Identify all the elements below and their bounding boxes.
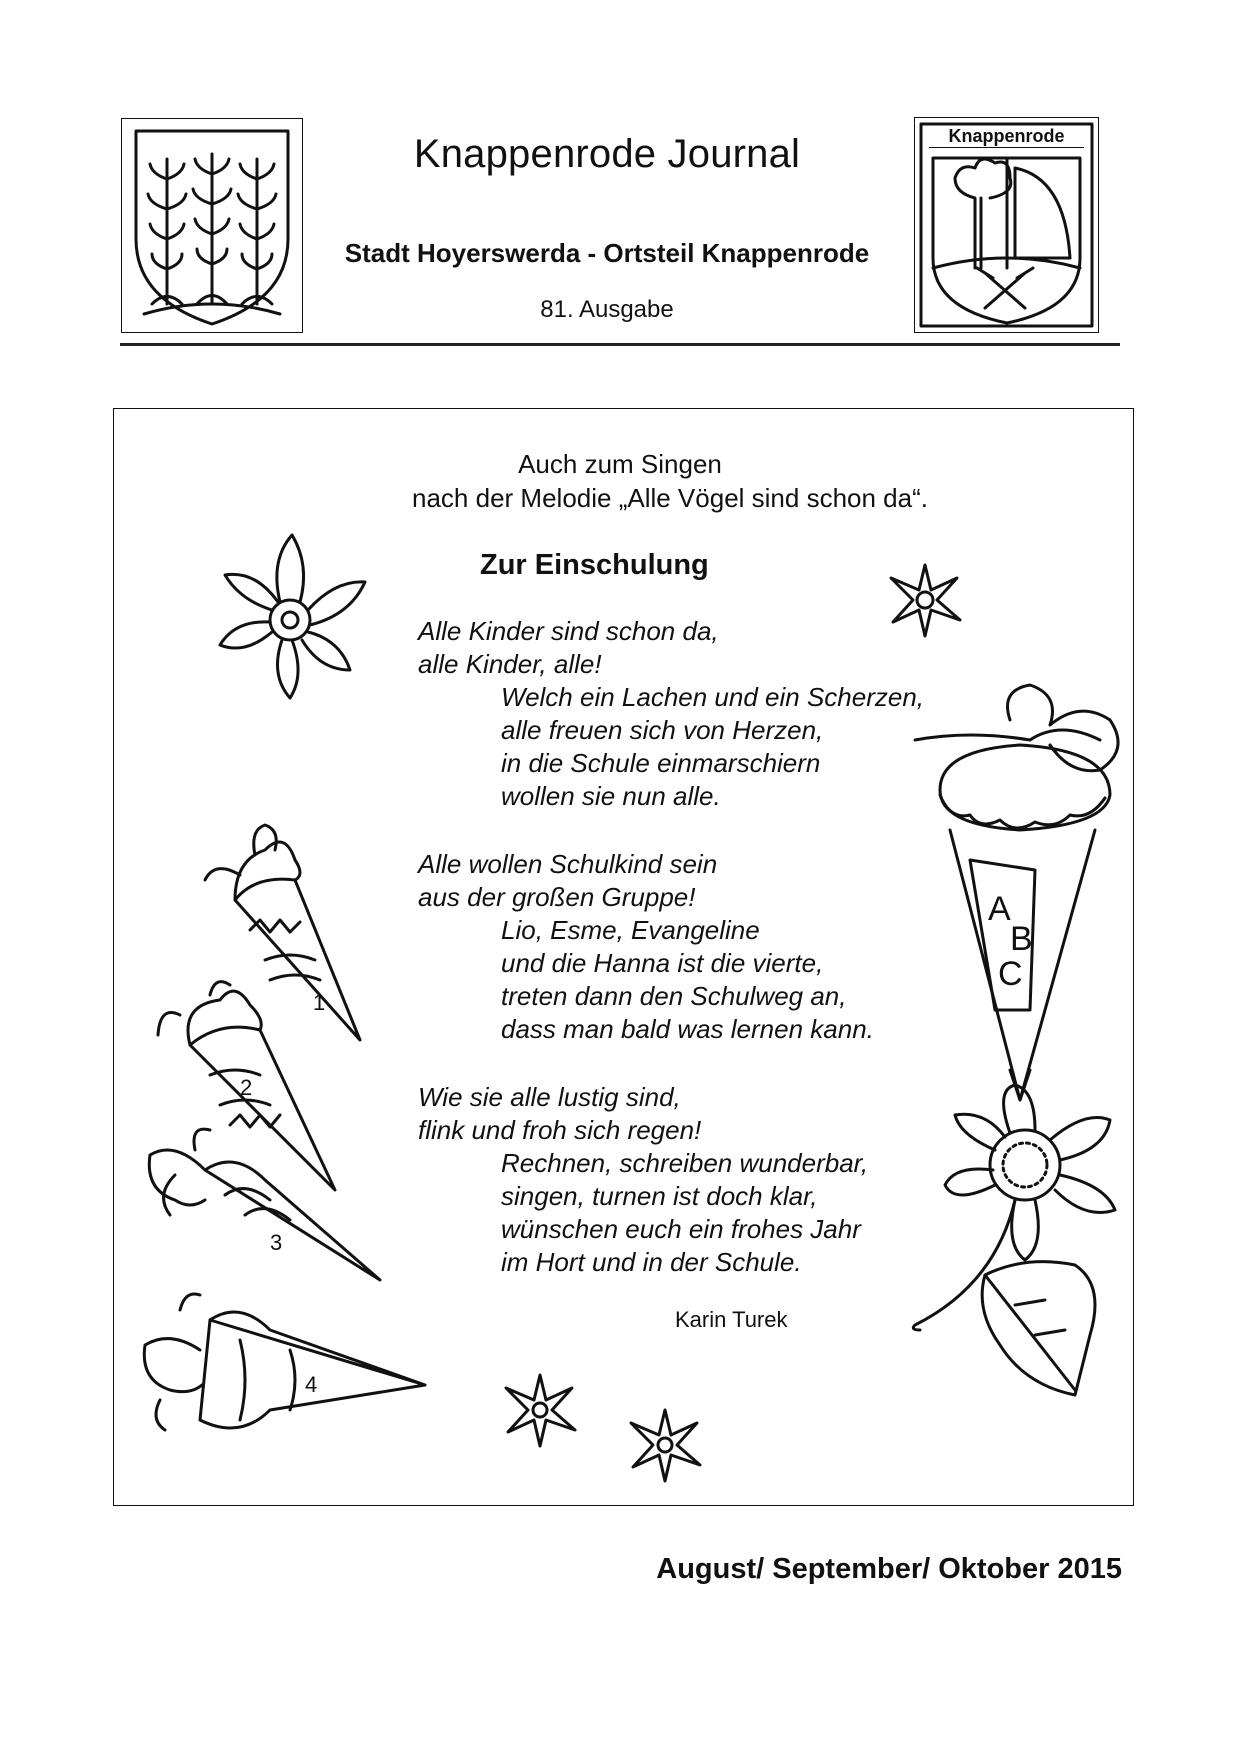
coat-of-arms-right (914, 117, 1099, 333)
cone-number-2: 2 (240, 1075, 253, 1100)
verse-line: in die Schule einmarschiern (501, 748, 821, 778)
verse-line: im Hort und in der Schule. (501, 1247, 802, 1277)
crest-tree-hammer-icon (915, 118, 1098, 332)
verse-line: wollen sie nun alle. (501, 781, 721, 811)
cone-letter-b: B (1010, 920, 1033, 958)
cone-letter-a: A (988, 890, 1011, 928)
small-flower-icon (885, 560, 965, 640)
verse-line: Alle Kinder sind schon da, (418, 616, 719, 646)
poem-intro-line-2: nach der Melodie „Alle Vögel sind schon da“. (412, 483, 928, 513)
verse-line: flink und froh sich regen! (418, 1115, 702, 1145)
journal-subtitle: Stadt Hoyerswerda - Ortsteil Knappenrode (344, 238, 870, 268)
crest-label: Knappenrode (929, 126, 1084, 148)
verse-line: dass man bald was lernen kann. (501, 1014, 874, 1044)
header-divider (120, 343, 1120, 346)
small-flower-icon (500, 1370, 580, 1450)
cone-letter-c: C (998, 955, 1023, 993)
verse-line: treten dann den Schulweg an, (501, 981, 847, 1011)
coat-of-arms-left (121, 118, 303, 333)
verse-line: Lio, Esme, Evangeline (501, 915, 760, 945)
verse-line: alle Kinder, alle! (418, 649, 602, 679)
journal-title: Knappenrode Journal (413, 132, 801, 176)
verse-line: wünschen euch ein frohes Jahr (501, 1214, 861, 1244)
issue-number: 81. Ausgabe (540, 296, 674, 323)
cone-number-3: 3 (270, 1230, 283, 1255)
verse-line: und die Hanna ist die vierte, (501, 948, 824, 978)
verse-line: Alle wollen Schulkind sein (418, 849, 718, 879)
school-cone-abc-icon (910, 680, 1140, 1110)
verse-line: Wie sie alle lustig sind, (418, 1082, 681, 1112)
issue-date: August/ September/ Oktober 2015 (656, 1553, 1122, 1585)
verse-line: aus der großen Gruppe! (418, 882, 696, 912)
poem-intro-line-1: Auch zum Singen (518, 449, 722, 479)
poem-title: Zur Einschulung (480, 549, 709, 581)
verse-line: Rechnen, schreiben wunderbar, (501, 1148, 869, 1178)
cone-number-4: 4 (305, 1372, 318, 1397)
flower-icon (210, 530, 370, 700)
poem-author: Karin Turek (675, 1307, 788, 1332)
school-cone-3-icon (145, 1120, 385, 1310)
verse-line: alle freuen sich von Herzen, (501, 715, 824, 745)
school-cone-4-icon (140, 1290, 430, 1460)
verse-line: Welch ein Lachen und ein Scherzen, (501, 682, 925, 712)
sunflower-icon (905, 1085, 1135, 1425)
cone-number-1: 1 (313, 990, 326, 1015)
verse-line: singen, turnen ist doch klar, (501, 1181, 818, 1211)
small-flower-icon (625, 1405, 705, 1485)
crest-trees-icon (122, 119, 302, 332)
